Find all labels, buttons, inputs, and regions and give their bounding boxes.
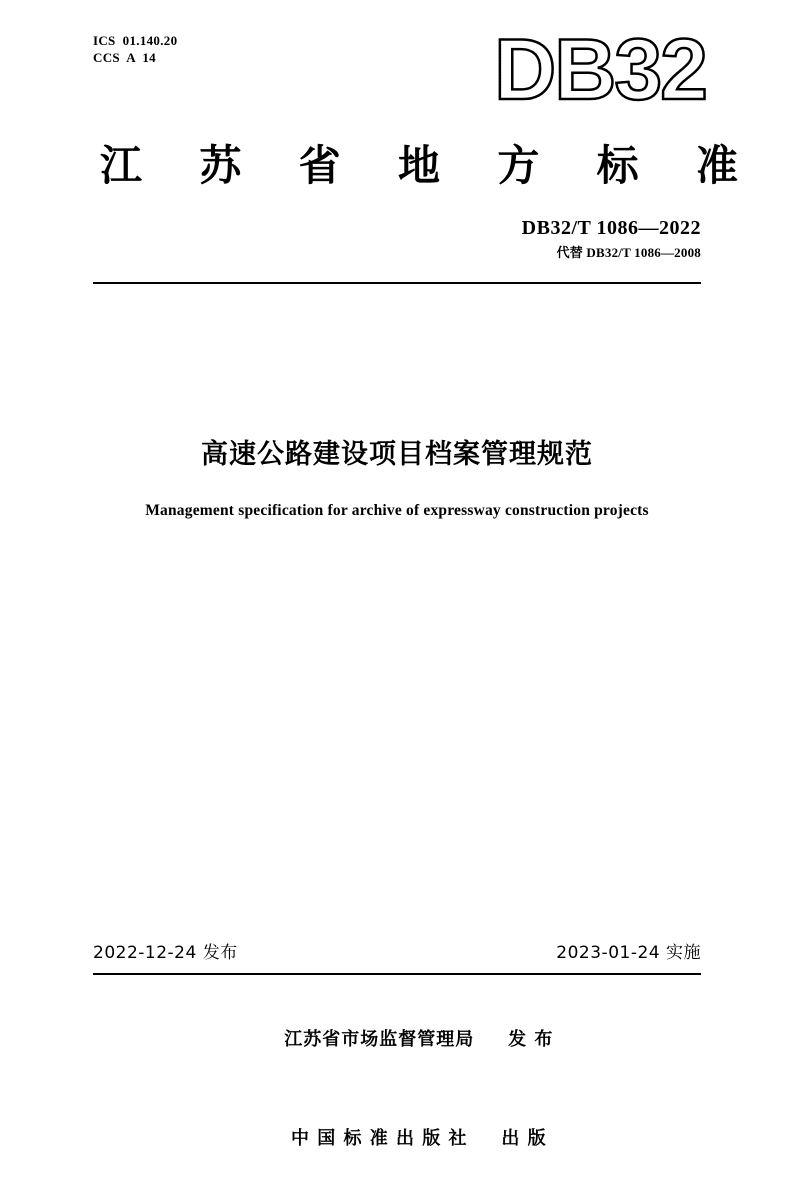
province-title-char-5: 标 [596, 141, 641, 190]
province-title-char-3: 地 [397, 141, 442, 190]
publisher-organization-row [0, 990, 794, 1089]
province-standard-title [100, 140, 740, 192]
ics-code: ICS 01.140.20 [93, 33, 178, 48]
issue-date: 2022-12-24 发布 [93, 943, 238, 963]
divider-top [93, 282, 701, 284]
publisher-press-row [0, 1089, 794, 1188]
standard-replaces: 代替 DB32/T 1086—2008 [556, 245, 701, 260]
db32-logo: DB32 [494, 22, 706, 118]
standard-number: DB32/T 1086—2022 [521, 217, 701, 239]
document-title-chinese: 高速公路建设项目档案管理规范 [201, 439, 593, 470]
province-title-char-6: 准 [695, 141, 740, 190]
publisher-organization: 江苏省市场监督管理局 [284, 1029, 475, 1050]
standard-number-block [522, 215, 701, 263]
province-title-char-2: 省 [298, 141, 343, 190]
ics-ccs-block [93, 32, 177, 66]
province-title-char-4: 方 [497, 141, 542, 190]
publisher-press: 中 国 标 准 出 版 社 [290, 1128, 468, 1149]
province-title-char-0: 江 [100, 141, 145, 190]
province-title-char-1: 苏 [199, 141, 244, 190]
publisher-press-action: 出 版 [501, 1128, 547, 1149]
divider-bottom [93, 973, 701, 975]
document-title-english: Management specification for archive of expressway construction projects [145, 502, 649, 519]
implementation-date: 2023-01-24 实施 [556, 943, 701, 963]
publisher-organization-action: 发 布 [508, 1029, 554, 1050]
publisher-block [0, 990, 794, 1188]
ccs-code: CCS A 14 [93, 50, 156, 65]
